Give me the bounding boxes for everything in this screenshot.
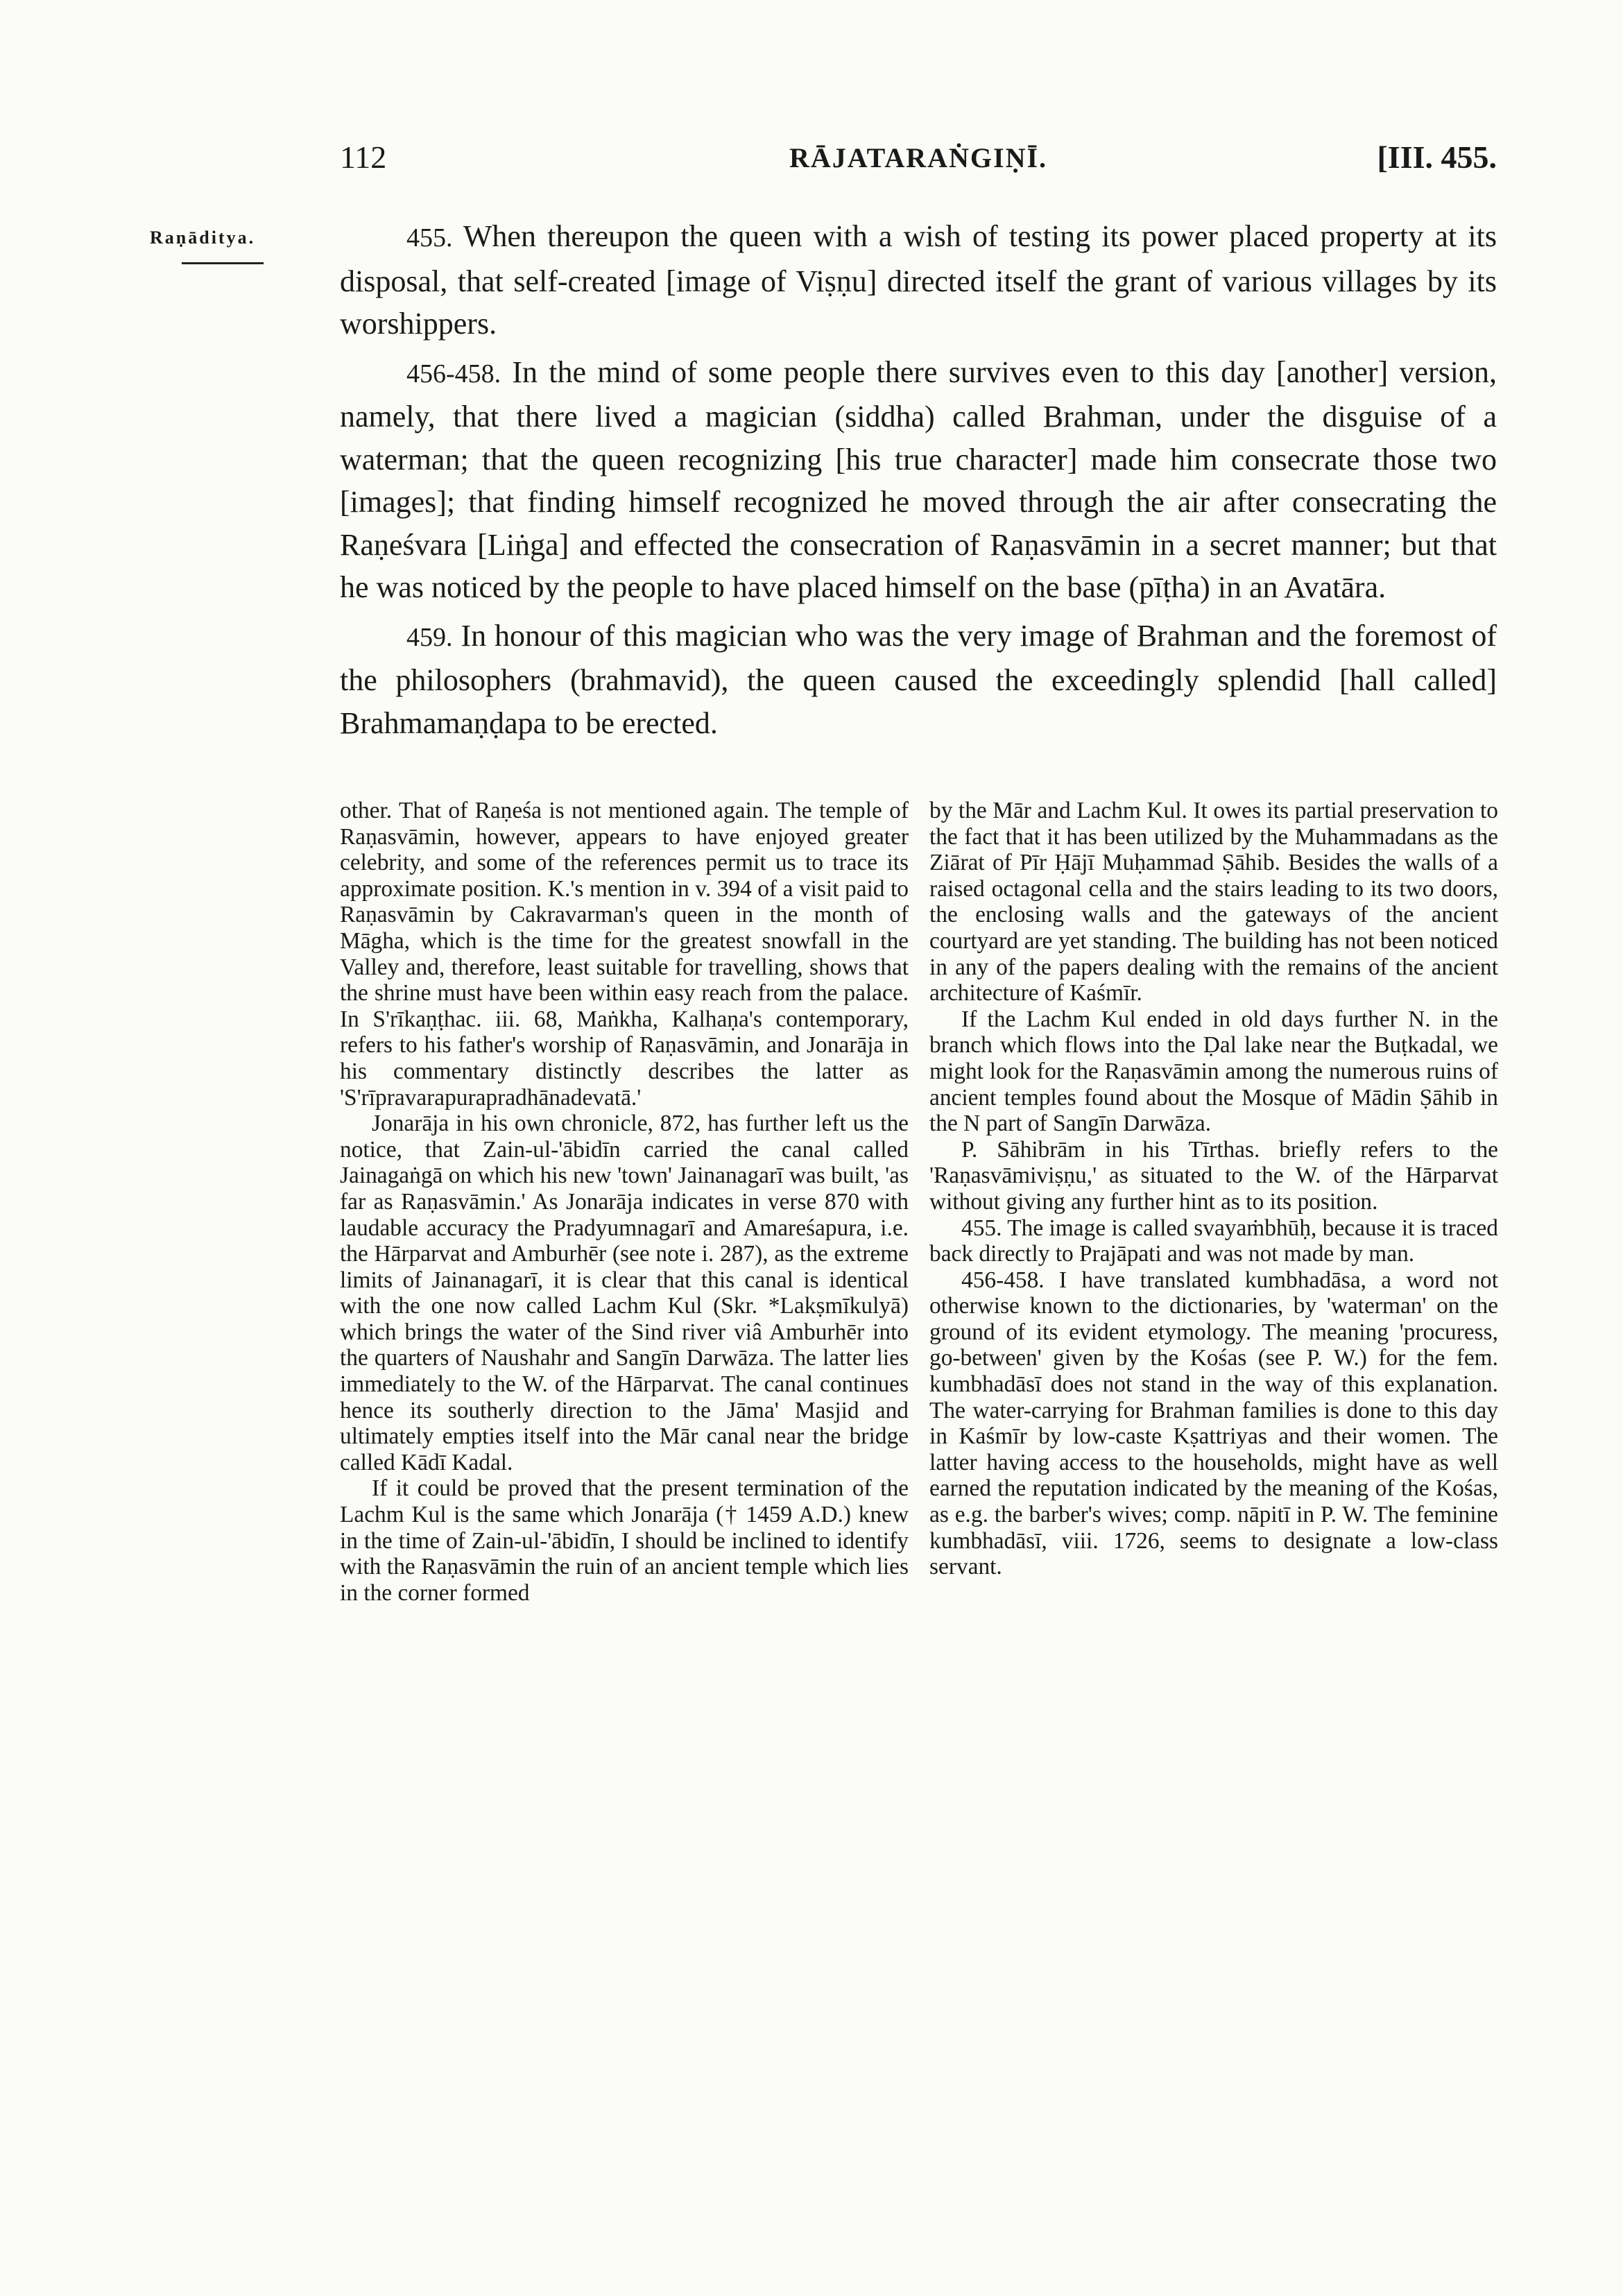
note-paragraph: If it could be proved that the present termination of the Lachm Kul is the same which Jonarāja († 1459 A.D.) knew in the time of Zain-ul-'ābidīn, I should be inclined to identify with the Raṇasvāmin the ruin of an ancient temple which lies in the corner formed [340,1475,909,1606]
note-paragraph: Jonarāja in his own chronicle, 872, has further left us the notice, that Zain-ul-'ābidīn carried the canal called Jainagaṅgā on which his new 'town' Jainanagarī was built, 'as far as Raṇasvāmin.' As Jonarāja indicates in verse 870 with laudable accuracy the Pradyumnagarī and Amareśapura, i.e. the Hārparvat and Amburhēr (see note i. 287), as the extreme limits of Jainanagarī, it is clear that this canal is identical with the one now called Lachm Kul (Skr. *Lakṣmīkulyā) which brings the water of the Sind river viâ Amburhēr into the quarters of Naushahr and Sangīn Darwāza. The latter lies immediately to the W. of the Hārparvat. The canal continues hence its southerly direction to the Jāma' Masjid and ultimately empties itself into the Mār canal near the bridge called Kādī Kadal. [340,1111,909,1475]
verse-paragraph [340,615,1497,745]
notes-left-column [340,798,909,1606]
page-header [340,139,1497,194]
notes-right-column [929,798,1498,1580]
running-title: RĀJATARAṄGIṆĪ. [789,142,1048,173]
verse-paragraph [340,215,1497,345]
note-paragraph: P. Sāhibrām in his Tīrthas. briefly refers to the 'Raṇasvāmiviṣṇu,' as situated to the W. of the Hārparvat without giving any further hint as to its position. [929,1136,1498,1215]
verse-text: In honour of this magician who was the very image of Brahman and the foremost of the philosophers (brahmavid), the queen caused the exceedingly splendid [hall called] Brahmamaṇḍapa to be erected. [340,618,1497,740]
verse-text: In the mind of some people there survives even to this day [another] version, namely, that there lived a magician (siddha) called Brahman, under the disguise of a waterman; that the queen recognizing [his true character] made him consecrate those two [images]; that finding himself recognized he moved through the air after consecrating the Raṇeśvara [Liṅga] and effected the consecration of Raṇasvāmin in a secret manner; but that he was noticed by the people to have placed himself on the base (pīṭha) in an Avatāra. [340,354,1497,604]
verse-paragraph [340,351,1497,609]
verse-text: When thereupon the queen with a wish of testing its power placed property at its disposal, that self-created [image of Viṣṇu] directed itself the grant of various villages by its worshippers. [340,219,1497,341]
note-paragraph: 455. The image is called svayaṁbhūḥ, because it is traced back directly to Prajāpati and was not made by man. [929,1215,1498,1267]
page-number: 112 [340,139,387,175]
margin-note: Raṇāditya. [150,228,256,248]
verse-reference: [III. 455. [1377,139,1497,175]
translation-text [340,215,1497,750]
verse-number: 456-458. [406,359,501,388]
margin-rule [182,262,264,264]
note-paragraph: by the Mār and Lachm Kul. It owes its partial preservation to the fact that it has been utilized by the Muhammadans as the Ziārat of Pīr Ḥājī Muḥammad Ṣāhib. Besides the walls of a raised octagonal cella and the stairs leading to its two doors, the enclosing walls and the gateways of the ancient courtyard are yet standing. The building has not been noticed in any of the papers dealing with the remains of the ancient architecture of Kaśmīr. [929,798,1498,1006]
note-paragraph: other. That of Raṇeśa is not mentioned again. The temple of Raṇasvāmin, however, appears to have enjoyed greater celebrity, and some of the references permit us to trace its approximate position. K.'s mention in v. 394 of a visit paid to Raṇasvāmin by Cakravarman's queen in the month of Māgha, which is the time for the greatest snowfall in the Valley and, therefore, least suitable for travelling, shows that the shrine must have been within easy reach from the palace. In S'rīkaṇṭhac. iii. 68, Maṅkha, Kalhaṇa's contemporary, refers to his father's worship of Raṇasvāmin, and Jonarāja in his commentary distinctly describes the latter as 'S'rīpravarapurapradhānadevatā.' [340,798,909,1111]
verse-number: 459. [406,622,453,652]
note-paragraph: If the Lachm Kul ended in old days further N. in the branch which flows into the Ḍal lake near the Buṭkadal, we might look for the Raṇasvāmin among the numerous ruins of ancient temples found about the Mosque of Mādin Ṣāhib in the N part of Sangīn Darwāza. [929,1006,1498,1137]
note-paragraph: 456-458. I have translated kumbhadāsa, a word not otherwise known to the dictionaries, by 'waterman' on the ground of its evident etymology. The meaning 'procuress, go-between' given by the Kośas (see P. W.) for the fem. kumbhadāsī does not stand in the way of this explanation. The water-carrying for Brahman families is done to this day in Kaśmīr by low-caste Kṣattriyas and their women. The latter having access to the households, might have as well earned the reputation indicated by the meaning of the Kośas, as e.g. the barber's wives; comp. nāpitī in P. W. The feminine kumbhadāsī, viii. 1726, seems to designate a low-class servant. [929,1267,1498,1580]
verse-number: 455. [406,223,453,252]
